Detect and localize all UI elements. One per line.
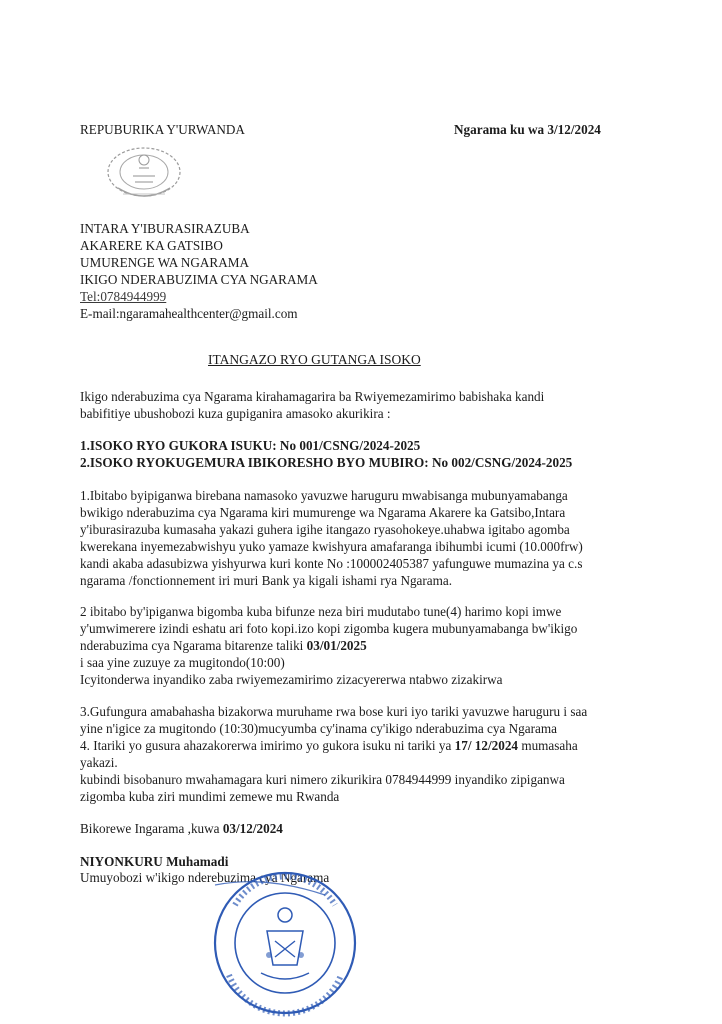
site-visit-text: 4. Itariki yo gusura ahazakorerwa imirimo yo gukora isuku ni tariki ya bbox=[80, 738, 455, 753]
signatory-name: NIYONKURU Muhamadi bbox=[80, 854, 229, 869]
telephone-link[interactable]: Tel:0784944999 bbox=[80, 289, 167, 304]
deadline-date: 03/01/2025 bbox=[306, 638, 367, 653]
paragraph-1 bbox=[80, 487, 583, 589]
paragraph-line: 3.Gufungura amabahasha bizakorwa muruhame rwa bose kuri iyo tariki yavuzwe haruguru i saa bbox=[80, 704, 588, 719]
paragraph-line: yine n'igice za mugitondo (10:30)mucyumba cy'inama cy'ikigo nderabuzima cya Ngarama bbox=[80, 721, 557, 736]
institution: IKIGO NDERABUZIMA CYA NGARAMA bbox=[80, 272, 318, 287]
intro-line: Ikigo nderabuzima cya Ngarama kirahamagarira ba Rwiyemezamirimo babishaka kandi bbox=[80, 389, 545, 404]
tender-item: 2.ISOKO RYOKUGEMURA IBIKORESHO BYO MUBIRO: No 002/CSNG/2024-2025 bbox=[80, 455, 573, 470]
province: INTARA Y'IBURASIRAZUBA bbox=[80, 221, 250, 236]
announcement-title: ITANGAZO RYO GUTANGA ISOKO bbox=[208, 352, 421, 367]
intro-line: babifitiye ubushobozi kuza gupiganira amasoko akurikira : bbox=[80, 406, 391, 421]
paragraph-line: 1.Ibitabo byipiganwa birebana namasoko yavuzwe haruguru mwabisanga mubunyamabanga bbox=[80, 488, 568, 503]
paragraph-line: y'iburasirazuba kumasaha yakazi guhera igihe itangazo ryasohokeye.uhabwa igitabo agomba bbox=[80, 522, 570, 537]
paragraph-2 bbox=[80, 603, 577, 688]
site-visit-date: 17/ 12/2024 bbox=[454, 738, 519, 753]
place-date: Ngarama ku wa 3/12/2024 bbox=[454, 122, 601, 137]
done-at-line bbox=[80, 820, 283, 837]
paragraph-line: zigomba kuba ziri mundimi zemewe mu Rwanda bbox=[80, 789, 340, 804]
address-block bbox=[80, 220, 318, 322]
deadline-text: nderabuzima cya Ngarama bitarenze taliki bbox=[80, 638, 307, 653]
paragraph-line: 2 ibitabo by'ipiganwa bigomba kuba bifunze neza biri mudutabo tune(4) harimo kopi imwe bbox=[80, 604, 562, 619]
sector: UMURENGE WA NGARAMA bbox=[80, 255, 250, 270]
intro-paragraph bbox=[80, 388, 544, 422]
done-at-text: Bikorewe Ingarama ,kuwa bbox=[80, 821, 223, 836]
tender-list bbox=[80, 437, 572, 471]
district: AKARERE KA GATSIBO bbox=[80, 238, 223, 253]
tender-item: 1.ISOKO RYO GUKORA ISUKU: No 001/CSNG/2024-2025 bbox=[80, 438, 421, 453]
paragraph-line: bwikigo nderabuzima cya Ngarama kiri mumurenge wa Ngarama Akarere ka Gatsibo,Intara bbox=[80, 505, 566, 520]
paragraph-line: Icyitonderwa inyandiko zaba rwiyemezamirimo zizacyererwa ntabwo zizakirwa bbox=[80, 672, 503, 687]
official-stamp-icon bbox=[205, 865, 360, 1017]
paragraph-line: y'umwimerere izindi eshatu ari foto kopi.izo kopi zigomba kugera mubunyamabanga bw'ikigo bbox=[80, 621, 578, 636]
signatory-role: Umuyobozi w'ikigo nderebuzima cya Ngarama bbox=[80, 870, 330, 885]
paragraph-line bbox=[80, 637, 577, 654]
site-visit-tail: mumasaha bbox=[518, 738, 578, 753]
email-line: E-mail:ngaramahealthcenter@gmail.com bbox=[80, 306, 298, 321]
paragraph-line: yakazi. bbox=[80, 755, 118, 770]
paragraph-line: i saa yine zuzuye za mugitondo(10:00) bbox=[80, 655, 285, 670]
paragraph-line: kwerekana inyemezabwishyu yuko yamaze kwishyura amafaranga ibihumbi icumi (10.000frw) bbox=[80, 539, 583, 554]
paragraph-line: ngarama /fonctionnement iri muri Bank ya kigali ishami rya Ngarama. bbox=[80, 573, 453, 588]
paragraph-3 bbox=[80, 703, 587, 805]
paragraph-line: kubindi bisobanuro mwahamagara kuri nimero zikurikira 0784944999 inyandiko zipiganwa bbox=[80, 772, 565, 787]
country-heading: REPUBURIKA Y'URWANDA bbox=[80, 122, 245, 137]
paragraph-line bbox=[80, 737, 587, 754]
done-at-date: 03/12/2024 bbox=[222, 821, 283, 836]
national-emblem-icon bbox=[103, 142, 185, 206]
paragraph-line: kandi akaba adasubizwa yishyurwa kuri konte No :100002405387 yafunguwe mumazina ya c.s bbox=[80, 556, 583, 571]
